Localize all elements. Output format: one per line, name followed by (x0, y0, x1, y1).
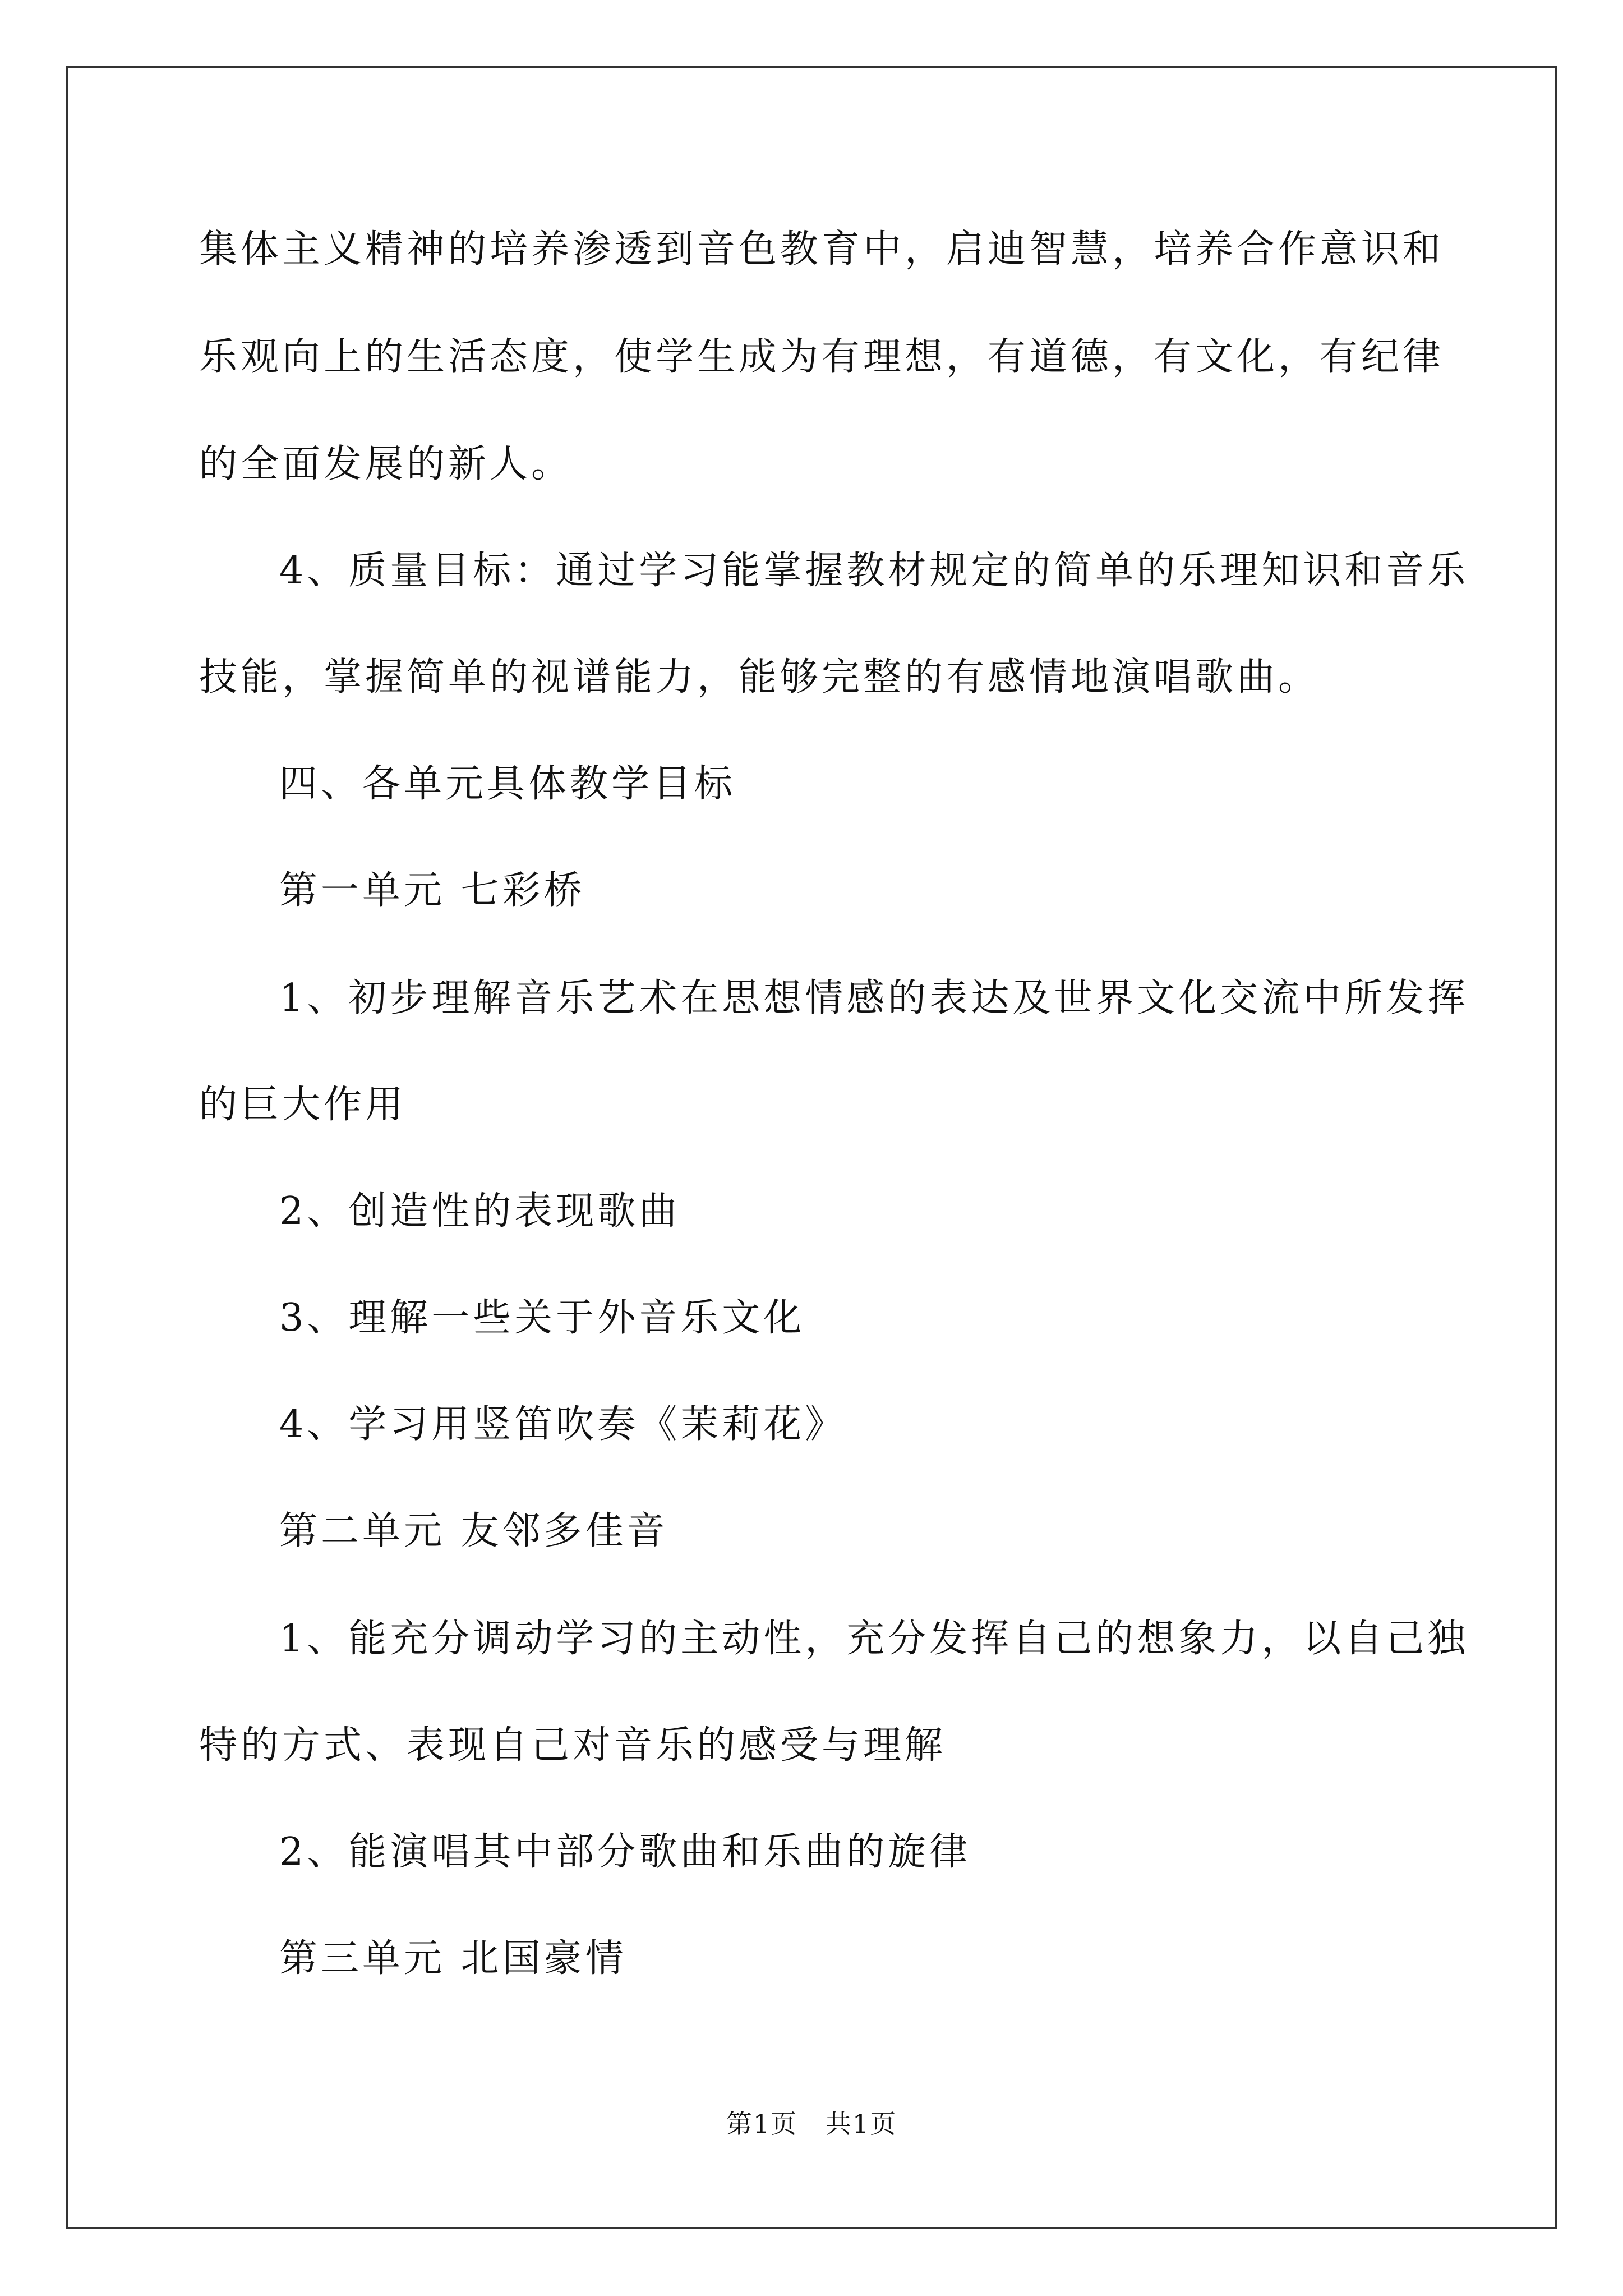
page-border (66, 66, 1557, 2229)
paragraph-line: 4、质量目标：通过学习能掌握教材规定的简单的乐理知识和音乐 (279, 549, 1469, 593)
paragraph-line: 特的方式、表现自己对音乐的感受与理解 (199, 1723, 947, 1768)
paragraph-line: 1、初步理解音乐艺术在思想情感的表达及世界文化交流中所发挥 (279, 976, 1469, 1020)
unit-heading: 第三单元 北国豪情 (279, 1936, 627, 1981)
paragraph-line: 4、学习用竖笛吹奏《茉莉花》 (279, 1402, 847, 1447)
section-heading: 四、各单元具体教学目标 (279, 762, 736, 806)
paragraph-line: 3、理解一些关于外音乐文化 (279, 1296, 805, 1340)
paragraph-line: 1、能充分调动学习的主动性，充分发挥自己的想象力，以自己独 (279, 1617, 1469, 1661)
paragraph-line: 2、能演唱其中部分歌曲和乐曲的旋律 (279, 1830, 971, 1874)
page-footer: 第1页 共1页 (726, 2109, 897, 2139)
unit-heading: 第二单元 友邻多佳音 (279, 1509, 668, 1553)
paragraph-line: 2、创造性的表现歌曲 (279, 1189, 681, 1234)
paragraph-line: 的全面发展的新人。 (199, 442, 573, 486)
unit-heading: 第一单元 七彩桥 (279, 868, 585, 913)
paragraph-line: 技能，掌握简单的视谱能力，能够完整的有感情地演唱歌曲。 (199, 655, 1320, 700)
paragraph-line: 乐观向上的生活态度，使学生成为有理想，有道德，有文化，有纪律 (199, 335, 1445, 379)
paragraph-line: 集体主义精神的培养渗透到音色教育中，启迪智慧，培养合作意识和 (199, 227, 1445, 272)
paragraph-line: 的巨大作用 (199, 1083, 407, 1127)
